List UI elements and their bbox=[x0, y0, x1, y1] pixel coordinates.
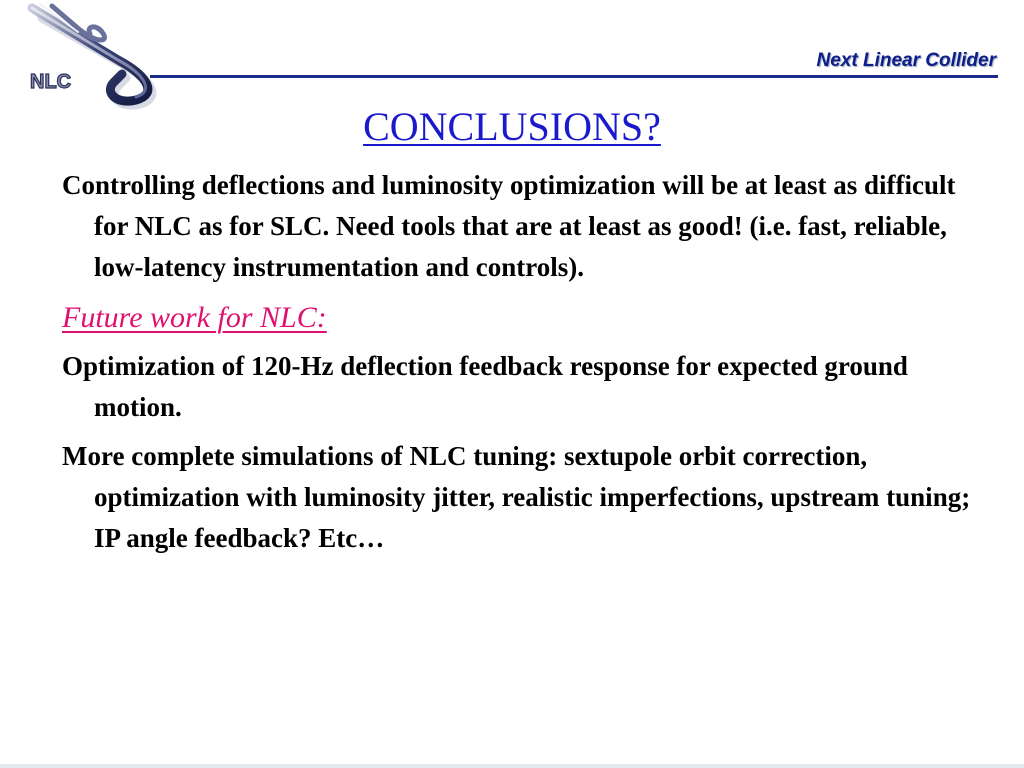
footer-rule bbox=[0, 764, 1024, 768]
slide-body bbox=[62, 165, 982, 567]
future-item: Optimization of 120-Hz deflection feedback response for expected ground motion. bbox=[62, 351, 908, 422]
conclusion-paragraph: Controlling deflections and luminosity optimization will be at least as difficult for NLC as for SLC. Need tools that are at least as good! (i.e. fast, reliable, low-latency instrumentation and controls). bbox=[62, 170, 956, 282]
header-rule bbox=[150, 75, 998, 78]
future-work-heading: Future work for NLC: bbox=[62, 301, 327, 334]
slide-title: CONCLUSIONS? bbox=[363, 104, 661, 149]
header-brand: Next Linear Collider bbox=[816, 50, 996, 71]
logo-text: NLC bbox=[30, 71, 72, 93]
future-item: More complete simulations of NLC tuning: sextupole orbit correction, optimization with luminosity jitter, realistic imperfections, upstream tuning; IP angle feedback? Etc… bbox=[62, 441, 971, 553]
nlc-logo bbox=[18, 2, 168, 112]
